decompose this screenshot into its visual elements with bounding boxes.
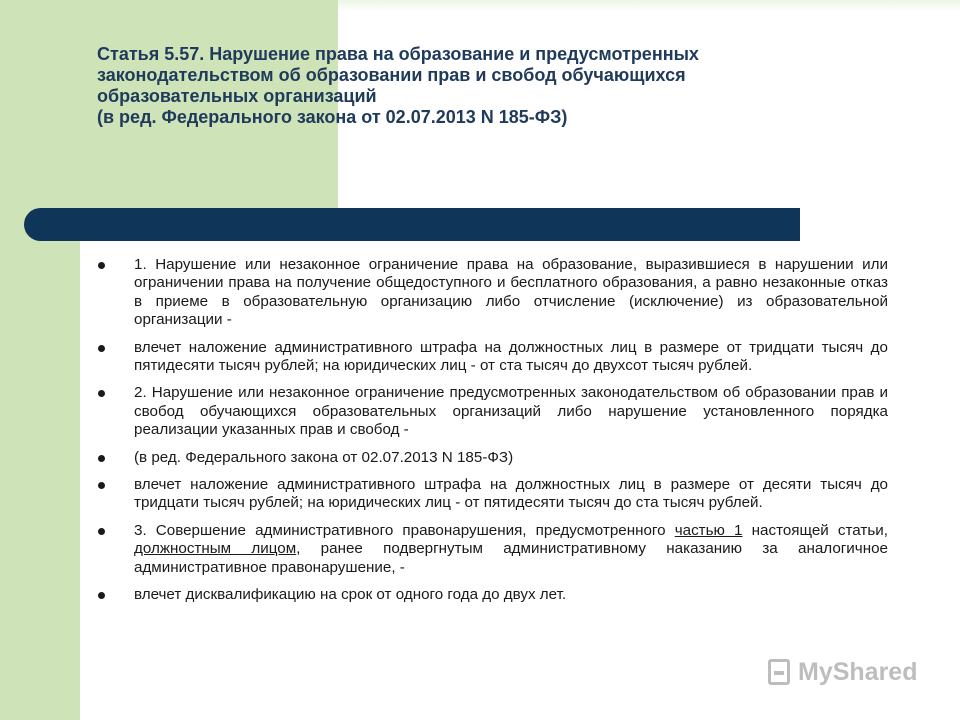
list-item [98, 384, 888, 439]
title-line-4: (в ред. Федерального закона от 02.07.2013 N 185-ФЗ) [97, 107, 568, 127]
link-part-1[interactable]: частью 1 [674, 521, 743, 539]
list-item-text-part3: , ранее подвергнутым административному наказанию за аналогичное административное правонарушение, - [134, 540, 888, 576]
slide-title [97, 44, 857, 128]
left-decor-band [0, 0, 80, 720]
list-item [98, 339, 888, 376]
list-item [98, 476, 888, 513]
title-line-1: Статья 5.57. Нарушение права на образование и предусмотренных [97, 44, 699, 64]
list-item-text: влечет наложение административного штрафа на должностных лиц в размере от десяти тысяч до тридцати тысяч рублей; на юридических лиц - от пятидесяти тысяч до ста тысяч рублей. [134, 476, 888, 512]
list-item [98, 586, 888, 604]
bullet-dot-icon [98, 592, 105, 599]
divider-bar [24, 208, 800, 241]
list-item-text: 2. Нарушение или незаконное ограничение предусмотренных законодательством об образовании прав и свобод обучающихся образовательных организаций либо нарушение установленного порядка реализации указанных прав и свобод - [134, 384, 888, 439]
list-item-text: (в ред. Федерального закона от 02.07.2013 N 185-ФЗ) [134, 448, 514, 466]
list-item-text-part1: 3. Совершение административного правонарушения, предусмотренного [134, 521, 675, 539]
bullet-list [98, 256, 888, 614]
watermark [768, 656, 938, 688]
list-item [98, 449, 888, 467]
link-official[interactable]: должностным лицом [134, 540, 297, 558]
list-item [98, 522, 888, 577]
title-line-3: образовательных организаций [97, 86, 377, 106]
list-item-text-part2: настоящей статьи, [742, 521, 888, 539]
list-item-text: 1. Нарушение или незаконное ограничение права на образование, выразившиеся в нарушении или ограничении права на получение общедоступного и бесплатного образования, а равно незаконные отказ в приеме в образовательную организацию либо отчисление (исключение) из образовательной организации - [134, 256, 888, 329]
bullet-dot-icon [98, 262, 105, 269]
list-item-text: влечет наложение административного штрафа на должностных лиц в размере от тридцати тысяч до пятидесяти тысяч рублей; на юридических лиц - от ста тысяч до двухсот тысяч рублей. [134, 338, 888, 375]
watermark-text: MyShared [798, 657, 918, 686]
list-item-text: влечет дисквалификацию на срок от одного года до двух лет. [134, 586, 567, 604]
presentation-icon [768, 659, 790, 685]
bullet-dot-icon [98, 390, 105, 397]
top-decor-fade [338, 0, 960, 12]
title-line-2: законодательством об образовании прав и свобод обучающихся [97, 65, 686, 85]
bullet-dot-icon [98, 482, 105, 489]
bullet-dot-icon [98, 345, 105, 352]
bullet-dot-icon [98, 528, 105, 535]
bullet-dot-icon [98, 455, 105, 462]
list-item [98, 256, 888, 330]
